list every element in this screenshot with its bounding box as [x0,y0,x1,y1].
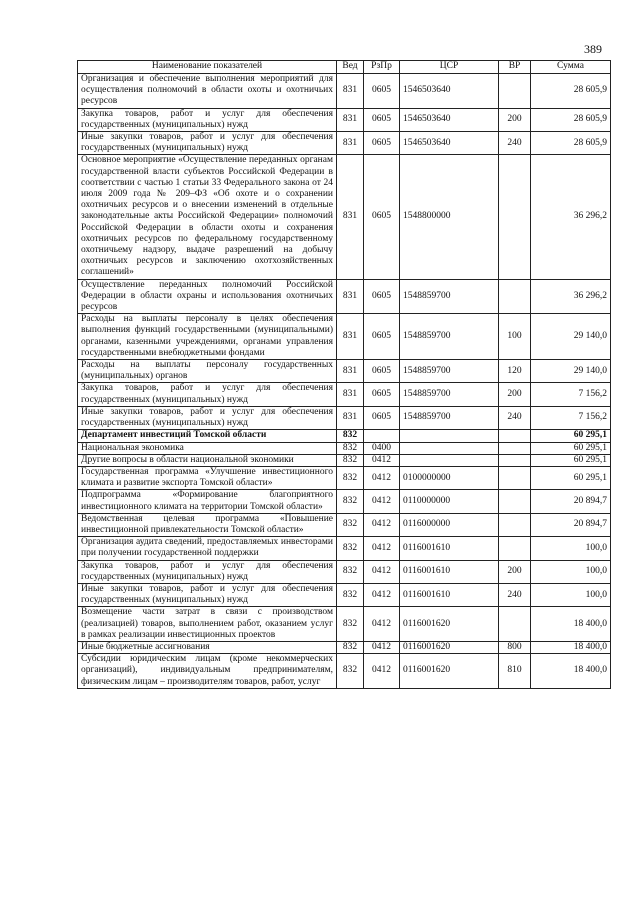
table-row [78,314,611,360]
table-row [78,654,611,689]
row-sum-cell: 18 400,0 [531,654,611,689]
row-ved-cell: 831 [337,108,364,131]
row-csr-cell: 1548800000 [400,155,499,279]
row-csr-cell: 0110000000 [400,490,499,513]
row-ved-cell: 832 [337,454,364,466]
table-row [78,454,611,466]
row-name-cell: Иные бюджетные ассигнования [78,641,337,653]
row-vr-cell: 200 [499,383,531,406]
table-row [78,583,611,606]
budget-table [77,60,611,689]
header-rzpr: РзПр [364,61,400,74]
row-rzpr-cell: 0412 [364,490,400,513]
row-csr-cell [400,430,499,442]
row-rzpr-cell: 0412 [364,560,400,583]
row-csr-cell: 1548859700 [400,360,499,383]
row-rzpr-cell: 0605 [364,314,400,360]
header-vr: ВР [499,61,531,74]
row-vr-cell: 200 [499,560,531,583]
row-sum-cell: 18 400,0 [531,607,611,642]
row-ved-cell: 831 [337,74,364,109]
row-csr-cell [400,442,499,454]
row-rzpr-cell: 0605 [364,383,400,406]
row-sum-cell: 28 605,9 [531,132,611,155]
row-ved-cell: 831 [337,314,364,360]
row-sum-cell: 60 295,1 [531,442,611,454]
row-sum-cell: 60 295,1 [531,466,611,489]
row-name-cell: Расходы на выплаты персоналу государственных (муниципальных) органов [78,360,337,383]
row-sum-cell: 29 140,0 [531,314,611,360]
row-csr-cell: 0116001610 [400,583,499,606]
row-name-cell: Закупка товаров, работ и услуг для обеспечения государственных (муниципальных) нужд [78,560,337,583]
row-sum-cell: 60 295,1 [531,430,611,442]
row-csr-cell: 0116001610 [400,560,499,583]
table-row [78,537,611,560]
row-sum-cell: 36 296,2 [531,155,611,279]
row-rzpr-cell: 0605 [364,108,400,131]
row-name-cell: Закупка товаров, работ и услуг для обеспечения государственных (муниципальных) нужд [78,108,337,131]
row-vr-cell [499,454,531,466]
row-csr-cell: 1548859700 [400,279,499,314]
table-row [78,442,611,454]
row-csr-cell: 0116001610 [400,537,499,560]
row-csr-cell: 0100000000 [400,466,499,489]
row-rzpr-cell: 0400 [364,442,400,454]
row-rzpr-cell: 0605 [364,360,400,383]
row-sum-cell: 100,0 [531,537,611,560]
table-row [78,513,611,536]
row-name-cell: Возмещение части затрат в связи с производством (реализацией) товаров, выполнением работ, оказанием услуг в рамках реализации инвестиционных проектов [78,607,337,642]
row-sum-cell: 18 400,0 [531,641,611,653]
row-rzpr-cell: 0412 [364,641,400,653]
row-rzpr-cell: 0412 [364,654,400,689]
row-ved-cell: 831 [337,383,364,406]
row-sum-cell: 29 140,0 [531,360,611,383]
row-sum-cell: 100,0 [531,560,611,583]
row-ved-cell: 832 [337,430,364,442]
row-rzpr-cell: 0412 [364,537,400,560]
row-sum-cell: 20 894,7 [531,490,611,513]
row-ved-cell: 832 [337,490,364,513]
row-name-cell: Государственная программа «Улучшение инвестиционного климата и развитие экспорта Томской области» [78,466,337,489]
row-sum-cell: 20 894,7 [531,513,611,536]
table-body [78,74,611,689]
table-row [78,406,611,429]
table-row [78,383,611,406]
row-name-cell: Субсидии юридическим лицам (кроме некоммерческих организаций), индивидуальным предпринимателям, физическим лицам – производителям товаров, работ, услуг [78,654,337,689]
row-sum-cell: 7 156,2 [531,383,611,406]
row-ved-cell: 832 [337,442,364,454]
row-name-cell: Организация аудита сведений, предоставляемых инвесторами при получении государственной поддержки [78,537,337,560]
row-csr-cell: 1548859700 [400,314,499,360]
row-sum-cell: 7 156,2 [531,406,611,429]
row-ved-cell: 831 [337,360,364,383]
table-row [78,641,611,653]
row-sum-cell: 28 605,9 [531,108,611,131]
row-rzpr-cell: 0605 [364,406,400,429]
row-rzpr-cell: 0412 [364,513,400,536]
row-vr-cell [499,430,531,442]
table-row [78,155,611,279]
row-vr-cell [499,74,531,109]
header-sum: Сумма [531,61,611,74]
row-rzpr-cell: 0412 [364,466,400,489]
row-csr-cell: 1546503640 [400,74,499,109]
row-vr-cell [499,466,531,489]
row-vr-cell [499,607,531,642]
row-ved-cell: 832 [337,537,364,560]
row-vr-cell: 100 [499,314,531,360]
row-ved-cell: 831 [337,132,364,155]
table-row [78,360,611,383]
row-vr-cell: 240 [499,406,531,429]
row-ved-cell: 832 [337,641,364,653]
row-vr-cell [499,155,531,279]
row-csr-cell: 1548859700 [400,383,499,406]
row-ved-cell: 831 [337,279,364,314]
table-header-row [78,61,611,74]
table-row [78,132,611,155]
row-vr-cell: 120 [499,360,531,383]
row-csr-cell: 1546503640 [400,108,499,131]
row-sum-cell: 36 296,2 [531,279,611,314]
row-vr-cell: 810 [499,654,531,689]
table-row [78,108,611,131]
header-ved: Вед [337,61,364,74]
table-row [78,430,611,442]
page-number: 389 [584,42,602,56]
row-rzpr-cell: 0412 [364,583,400,606]
row-csr-cell: 1546503640 [400,132,499,155]
row-csr-cell: 0116001620 [400,654,499,689]
row-name-cell: Основное мероприятие «Осуществление переданных органам государственной власти субъектов Российской Федерации в соответствии с частью 1 статьи 33 Федерального закона от 24 июля 2009 года № 209–ФЗ «Об охоте и о сохранении охотничьих ресурсов и о внесении изменений в отдельные законодательные акты Российской Федерации» полномочий Российской Федерации в области охоты и сохранения охотничьих ресурсов по федеральному государственному охотничьему надзору, выдаче разрешений на добычу охотничьих ресурсов и заключению охотхозяйственных соглашений» [78,155,337,279]
row-csr-cell [400,454,499,466]
row-ved-cell: 832 [337,513,364,536]
row-name-cell: Национальная экономика [78,442,337,454]
table-row [78,279,611,314]
row-name-cell: Осуществление переданных полномочий Российской Федерации в области охраны и использования охотничьих ресурсов [78,279,337,314]
row-rzpr-cell: 0605 [364,74,400,109]
table-row [78,466,611,489]
row-rzpr-cell [364,430,400,442]
row-csr-cell: 0116001620 [400,641,499,653]
row-vr-cell [499,442,531,454]
row-sum-cell: 100,0 [531,583,611,606]
row-rzpr-cell: 0605 [364,132,400,155]
row-name-cell: Закупка товаров, работ и услуг для обеспечения государственных (муниципальных) нужд [78,383,337,406]
row-sum-cell: 28 605,9 [531,74,611,109]
row-sum-cell: 60 295,1 [531,454,611,466]
table-row [78,74,611,109]
row-ved-cell: 832 [337,583,364,606]
row-csr-cell: 1548859700 [400,406,499,429]
row-name-cell: Департамент инвестиций Томской области [78,430,337,442]
row-name-cell: Иные закупки товаров, работ и услуг для обеспечения государственных (муниципальных) нужд [78,583,337,606]
table-row [78,560,611,583]
row-vr-cell [499,279,531,314]
row-ved-cell: 832 [337,607,364,642]
row-csr-cell: 0116001620 [400,607,499,642]
row-vr-cell: 240 [499,132,531,155]
row-name-cell: Иные закупки товаров, работ и услуг для обеспечения государственных (муниципальных) нужд [78,406,337,429]
row-vr-cell: 240 [499,583,531,606]
row-rzpr-cell: 0605 [364,279,400,314]
row-vr-cell: 800 [499,641,531,653]
row-name-cell: Другие вопросы в области национальной экономики [78,454,337,466]
row-name-cell: Иные закупки товаров, работ и услуг для обеспечения государственных (муниципальных) нужд [78,132,337,155]
row-vr-cell [499,537,531,560]
row-ved-cell: 831 [337,155,364,279]
table-row [78,490,611,513]
row-rzpr-cell: 0412 [364,454,400,466]
row-name-cell: Расходы на выплаты персоналу в целях обеспечения выполнения функций государственными (муниципальными) органами, казенными учреждениями, органами управления государственными внебюджетными фондами [78,314,337,360]
row-name-cell: Организация и обеспечение выполнения мероприятий для осуществления полномочий в области охоты и охотничьих ресурсов [78,74,337,109]
row-vr-cell [499,513,531,536]
table-row [78,607,611,642]
row-vr-cell: 200 [499,108,531,131]
row-vr-cell [499,490,531,513]
row-ved-cell: 832 [337,560,364,583]
row-ved-cell: 831 [337,406,364,429]
row-rzpr-cell: 0412 [364,607,400,642]
row-ved-cell: 832 [337,654,364,689]
row-name-cell: Подпрограмма «Формирование благоприятного инвестиционного климата на территории Томской области» [78,490,337,513]
row-ved-cell: 832 [337,466,364,489]
row-rzpr-cell: 0605 [364,155,400,279]
row-name-cell: Ведомственная целевая программа «Повышение инвестиционной привлекательности Томской области» [78,513,337,536]
header-csr: ЦСР [400,61,499,74]
row-csr-cell: 0116000000 [400,513,499,536]
header-name: Наименование показателей [78,61,337,74]
